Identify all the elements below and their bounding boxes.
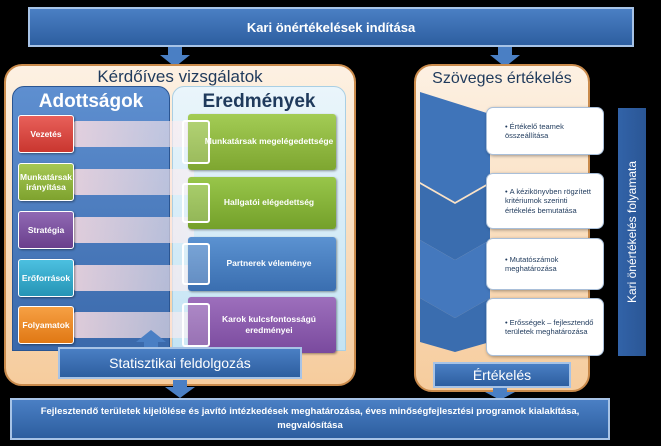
eredmeny-partnerek: Partnerek véleménye xyxy=(188,237,336,291)
top-title-bar xyxy=(28,7,634,47)
adottsag-eroforrasok: Erőforrások xyxy=(18,259,74,297)
step-item: • Értékelő teamek összeállítása xyxy=(486,107,604,155)
eredmenyek-header: Eredmények xyxy=(202,91,316,112)
ertekeles-bar: Értékelés xyxy=(433,362,571,388)
connector-band xyxy=(74,169,194,195)
left-panel-title: Kérdőíves vizsgálatok xyxy=(97,67,263,86)
side-label-bar xyxy=(618,108,646,356)
connector-band xyxy=(74,312,194,338)
eredmeny-munkatarsak: Munkatársak megelégedettsége xyxy=(188,114,336,170)
chevron-process-arrow xyxy=(420,92,490,352)
eredmeny-hallgatoi: Hallgatói elégedettség xyxy=(188,177,336,229)
top-title: Kari önértékelések indítása xyxy=(246,19,416,35)
adottsag-folyamatok: Folyamatok xyxy=(18,306,74,344)
down-arrow-icon xyxy=(165,380,195,398)
eredmeny-karok: Karok kulcsfontosságú eredményei xyxy=(188,297,336,353)
connector-band xyxy=(74,217,194,243)
adottsag-vezetes: Vezetés xyxy=(18,115,74,153)
side-label: Kari önértékelés folyamata xyxy=(625,160,640,304)
connector-band xyxy=(74,121,194,147)
adottsag-strategia: Stratégia xyxy=(18,211,74,249)
adottsag-munkatarsak: Munkatársak irányítása xyxy=(18,163,74,201)
adottsagok-header: Adottságok xyxy=(38,91,144,112)
step-item: • A kézikönyvben rögzített kritériumok szerinti értékelés bemutatása xyxy=(486,173,604,229)
step-item: • Erősségek – fejlesztendő területek meghatározása xyxy=(486,298,604,356)
step-item: • Mutatószámok meghatározása xyxy=(486,238,604,290)
statisztikai-feldolgozas-bar: Statisztikai feldolgozás xyxy=(58,347,302,379)
right-panel-title: Szöveges értékelés xyxy=(432,70,572,87)
bottom-action-bar: Fejlesztendő területek kijelölése és javító intézkedések meghatározása, éves minőségfejlesztési programok kialakítása, megvalósítása xyxy=(10,398,610,440)
connector-band xyxy=(74,265,194,291)
